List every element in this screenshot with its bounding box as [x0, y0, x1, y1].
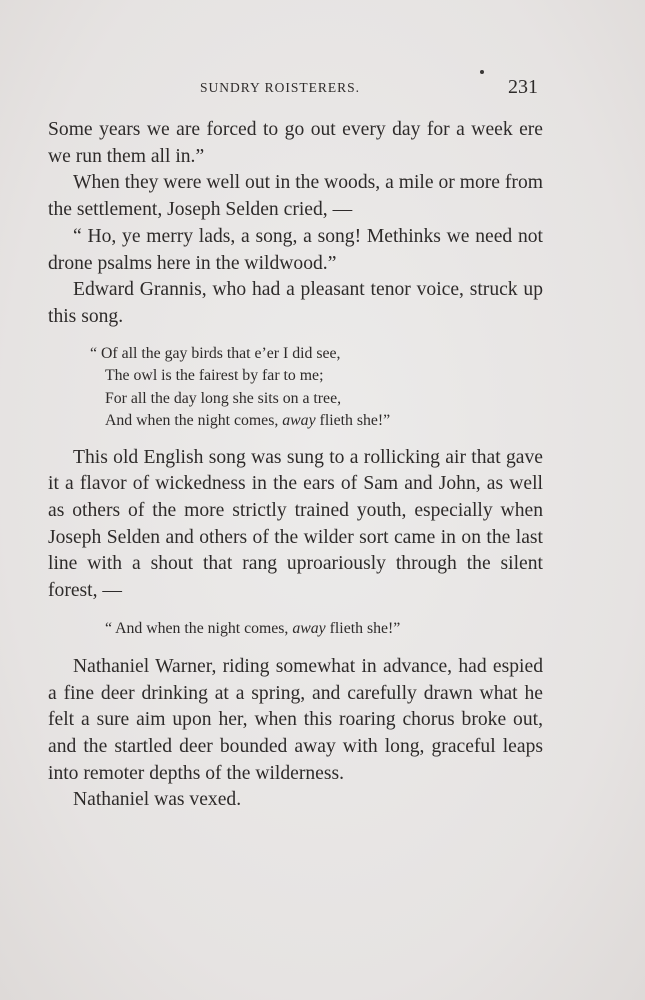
quote-text: flieth she!” [325, 619, 401, 637]
verse-text: flieth she!” [315, 412, 391, 430]
verse-line: The owl is the fairest by far to me; [105, 367, 324, 385]
paragraph: “ Ho, ye merry lads, a song, a song! Methinks we need not drone psalms here in the wildwood.” [48, 225, 543, 274]
running-head-title: SUNDRY ROISTERERS. [200, 80, 361, 95]
verse-line: “ Of all the gay birds that e’er I did see, [90, 344, 341, 362]
verse-line [48, 410, 543, 433]
paragraph: Nathaniel Warner, riding somewhat in advance, had espied a fine deer drinking at a spring, and carefully drawn what he felt a sure aim upon her, when this roaring chorus broke out, and the startled deer bounded away with long, graceful leaps into remoter depths of the wilderness. [48, 655, 543, 784]
song-verse [48, 343, 543, 433]
paragraph: When they were well out in the woods, a mile or more from the settlement, Joseph Selden cried, — [48, 172, 543, 221]
paragraph: This old English song was sung to a rollicking air that gave it a flavor of wickedness in the ears of Sam and John, as well as others of the more strictly trained youth, especially when Joseph Selden and others of the wilder sort came in on the last line with a shout that rang uproariously through the silent forest, — [48, 446, 543, 602]
paragraph: Nathaniel was vexed. [73, 789, 242, 811]
paragraph-continuation: Some years we are forced to go out every day for a week ere we run them all in.” [48, 119, 543, 167]
page-body [48, 117, 543, 814]
verse-line: For all the day long she sits on a tree, [105, 389, 342, 407]
verse-italic: away [282, 412, 316, 430]
page-number: 231 [508, 76, 538, 98]
verse-text: And when the night comes, [105, 412, 283, 430]
quote-text: “ And when the night comes, [105, 619, 293, 637]
running-head [0, 76, 645, 100]
ink-speck [480, 70, 484, 74]
song-quote [48, 618, 543, 640]
paragraph: Edward Grannis, who had a pleasant tenor voice, struck up this song. [48, 279, 543, 327]
quote-italic: away [292, 619, 326, 637]
